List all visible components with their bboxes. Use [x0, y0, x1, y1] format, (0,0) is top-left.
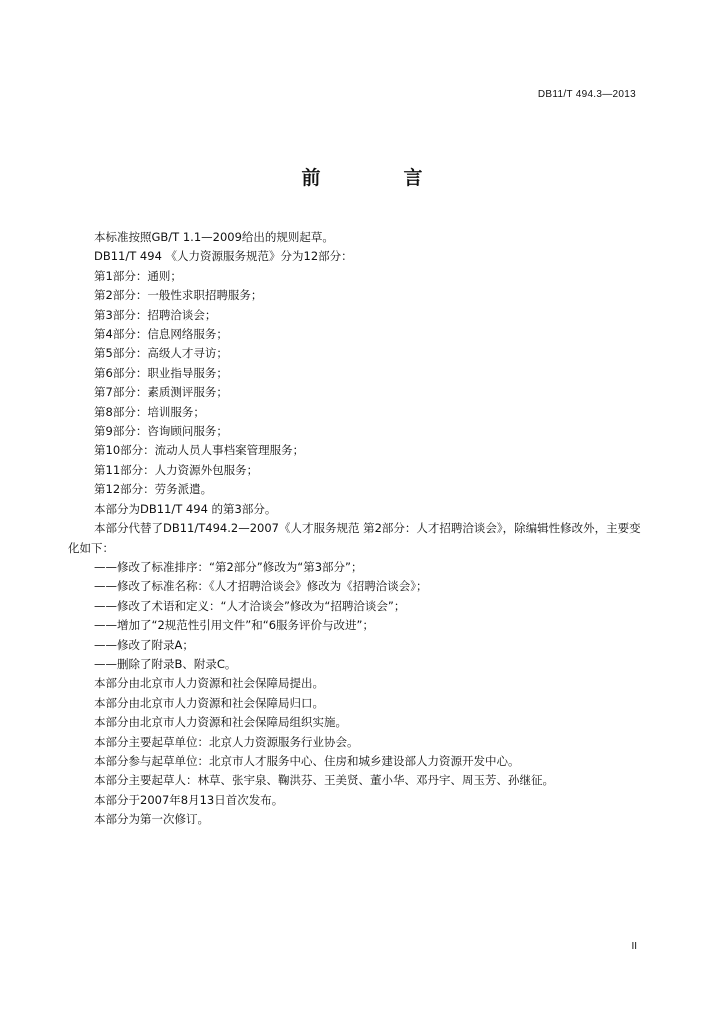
paragraph: 本部分主要起草人：林草、张宇泉、鞠洪芬、王美贤、董小华、邓丹宇、周玉芳、孙继征。: [94, 773, 554, 788]
paragraph: ——增加了“2规范性引用文件”和“6服务评价与改进”；: [94, 618, 374, 633]
paragraph: 第1部分：通则；: [94, 268, 182, 283]
paragraph: 本部分由北京市人力资源和社会保障局归口。: [94, 695, 324, 710]
page-title: 前 言: [301, 167, 455, 189]
paragraph: 第2部分：一般性求职招聘服务；: [94, 288, 263, 303]
paragraph: 第4部分：信息网络服务；: [94, 327, 228, 342]
paragraph: 第10部分：流动人员人事档案管理服务；: [94, 443, 305, 458]
paragraph: ——修改了标准名称：《人才招聘洽谈会》修改为《招聘洽谈会》；: [94, 579, 428, 594]
paragraph: 本部分为DB11/T 494 的第3部分。: [94, 501, 277, 516]
foreword-body: [68, 228, 652, 830]
paragraph: 本部分为第一次修订。: [94, 812, 209, 827]
paragraph: 第3部分：招聘洽谈会；: [94, 307, 217, 322]
paragraph: 本标准按照GB/T 1.1—2009给出的规则起草。: [94, 230, 334, 244]
paragraph: 第8部分：培训服务；: [94, 404, 205, 419]
page-number: II: [631, 941, 637, 952]
paragraph: 本部分于2007年8月13日首次发布。: [94, 792, 284, 807]
paragraph: ——修改了标准排序：“第2部分”修改为“第3部分”；: [94, 559, 363, 574]
paragraph: 第7部分：素质测评服务；: [94, 385, 228, 400]
paragraph: 本部分由北京市人力资源和社会保障局提出。: [94, 676, 324, 691]
paragraph: 本部分由北京市人力资源和社会保障局组织实施。: [94, 715, 347, 730]
paragraph: 第5部分：高级人才寻访；: [94, 346, 228, 361]
paragraph: ——删除了附录B、附录C。: [94, 656, 237, 671]
paragraph: 第12部分：劳务派遣。: [94, 482, 213, 497]
paragraph: 本部分主要起草单位：北京人力资源服务行业协会。: [94, 734, 359, 749]
paragraph: 本部分参与起草单位：北京市人才服务中心、住房和城乡建设部人力资源开发中心。: [94, 753, 520, 768]
paragraph: 第11部分：人力资源外包服务；: [94, 462, 259, 477]
document-id: DB11/T 494.3—2013: [537, 89, 636, 100]
paragraph: ——修改了术语和定义：“人才洽谈会”修改为“招聘洽谈会”；: [94, 598, 406, 613]
paragraph: 第6部分：职业指导服务；: [94, 365, 228, 380]
paragraph: 本部分代替了DB11/T494.2—2007《人才服务规范 第2部分：人才招聘洽谈会》，除编辑性修改外，主要变化如下：: [68, 521, 641, 555]
paragraph: 第9部分：咨询顾问服务；: [94, 424, 228, 439]
paragraph: ——修改了附录A；: [94, 637, 194, 652]
paragraph: DB11/T 494 《人力资源服务规范》分为12部分：: [94, 249, 353, 264]
